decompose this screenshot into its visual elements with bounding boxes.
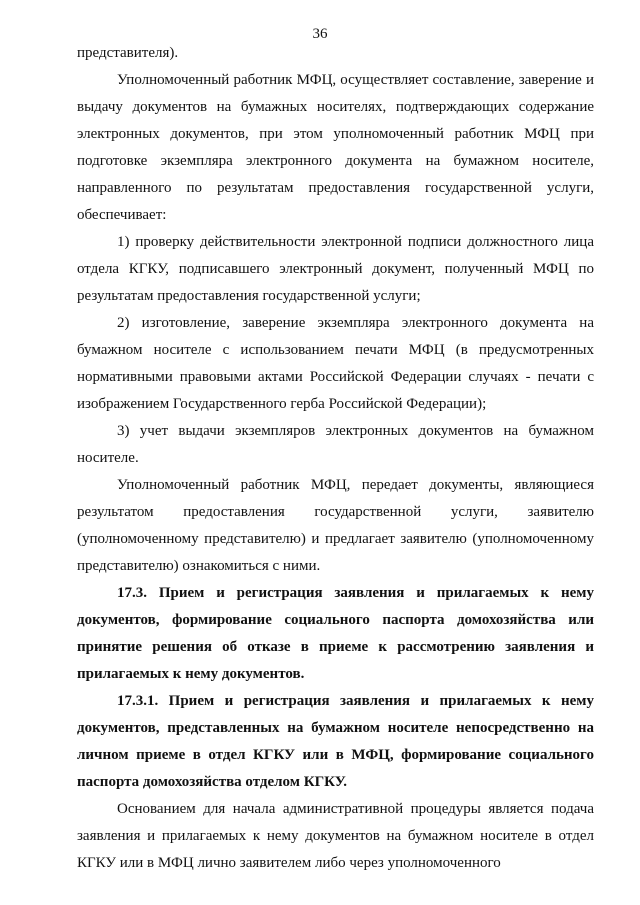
list-item-1: 1) проверку действительности электронной подписи должностного лица отдела КГКУ, подписавшего электронный документ, полученный МФЦ по результатам предоставления государственной услуги; xyxy=(77,234,594,304)
list-item-3: 3) учет выдачи экземпляров электронных документов на бумажном носителе. xyxy=(77,423,594,466)
paragraph-mfc-duties: Уполномоченный работник МФЦ, осуществляет составление, заверение и выдачу документов на бумажных носителях, подтверждающих содержание электронных документов, при этом уполномоченный работник МФЦ при подготовке экземпляра электронного документа на бумажном носителе, направленного по результатам предоставления государственной услуги, обеспечивает: xyxy=(77,72,594,223)
paragraph-continuation: представителя). xyxy=(77,45,179,61)
document-body xyxy=(77,40,594,877)
section-heading-17-3: 17.3. Прием и регистрация заявления и прилагаемых к нему документов, формирование социального паспорта домохозяйства или принятие решения об отказе в приеме к рассмотрению заявления и прилагаемых к нему документов. xyxy=(77,585,594,682)
paragraph-basis: Основанием для начала административной процедуры является подача заявления и прилагаемых к нему документов на бумажном носителе в отдел КГКУ или в МФЦ лично заявителем либо через уполномоченного xyxy=(77,801,594,871)
list-item-2: 2) изготовление, заверение экземпляра электронного документа на бумажном носителе с использованием печати МФЦ (в предусмотренных нормативными правовыми актами Российской Федерации случаях - печати с изображением Государственного герба Российской Федерации); xyxy=(77,315,594,412)
section-heading-17-3-1: 17.3.1. Прием и регистрация заявления и прилагаемых к нему документов, представленных на бумажном носителе непосредственно на личном приеме в отдел КГКУ или в МФЦ, формирование социального паспорта домохозяйства отделом КГКУ. xyxy=(77,693,594,790)
page-number: 36 xyxy=(312,26,328,42)
paragraph-transfer: Уполномоченный работник МФЦ, передает документы, являющиеся результатом предоставления государственной услуги, заявителю (уполномоченному представителю) и предлагает заявителю (уполномоченному представителю) ознакомиться с ними. xyxy=(77,477,594,574)
